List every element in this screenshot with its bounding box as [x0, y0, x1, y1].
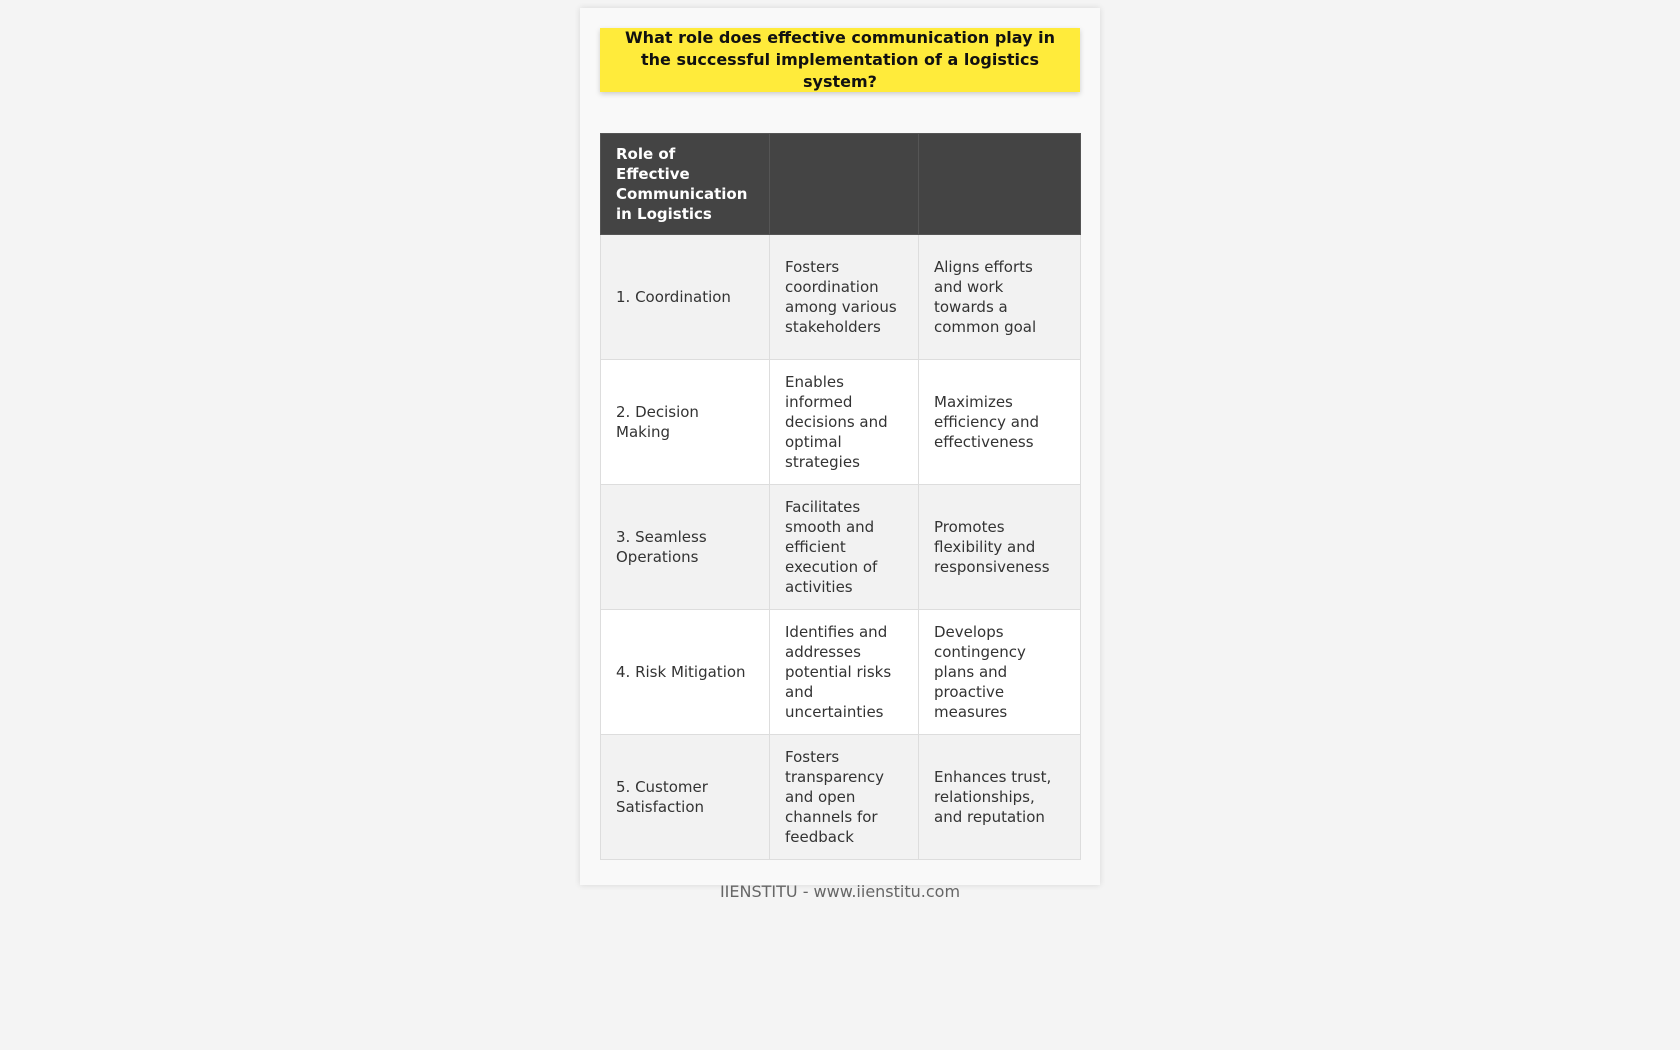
footer-credit: IIENSTITU - www.iienstitu.com: [719, 882, 961, 901]
table-cell: Fosters coordination among various stakeholders: [770, 235, 919, 360]
table-cell: 5. Customer Satisfaction: [601, 735, 770, 860]
table-cell: Facilitates smooth and efficient execution of activities: [770, 485, 919, 610]
question-box: [600, 28, 1080, 92]
table-row: [601, 235, 1081, 360]
table-cell: Aligns efforts and work towards a common goal: [919, 235, 1081, 360]
header-cell-3: [919, 134, 1081, 235]
question-text: What role does effective communication play in the successful implementation of a logistics system?: [625, 28, 1055, 91]
table-cell: Promotes flexibility and responsiveness: [919, 485, 1081, 610]
table-cell: Enables informed decisions and optimal strategies: [770, 360, 919, 485]
content-card: [580, 8, 1100, 901]
table-cell: Identifies and addresses potential risks and uncertainties: [770, 610, 919, 735]
table-cell: 4. Risk Mitigation: [601, 610, 770, 735]
header-cell-2: [770, 134, 919, 235]
table-cell: 3. Seamless Operations: [601, 485, 770, 610]
role-table: [600, 133, 1081, 860]
table-row: [601, 735, 1081, 860]
table-row: [601, 360, 1081, 485]
table-cell: Maximizes efficiency and effectiveness: [919, 360, 1081, 485]
table-header-row: [601, 134, 1081, 235]
table-row: [601, 485, 1081, 610]
table-cell: 1. Coordination: [601, 235, 770, 360]
table-cell: Develops contingency plans and proactive measures: [919, 610, 1081, 735]
table-row: [601, 610, 1081, 735]
table-cell: Fosters transparency and open channels for feedback: [770, 735, 919, 860]
table-cell: Enhances trust, relationships, and reputation: [919, 735, 1081, 860]
table-cell: 2. Decision Making: [601, 360, 770, 485]
header-cell-role: Role of Effective Communication in Logistics: [601, 134, 770, 235]
